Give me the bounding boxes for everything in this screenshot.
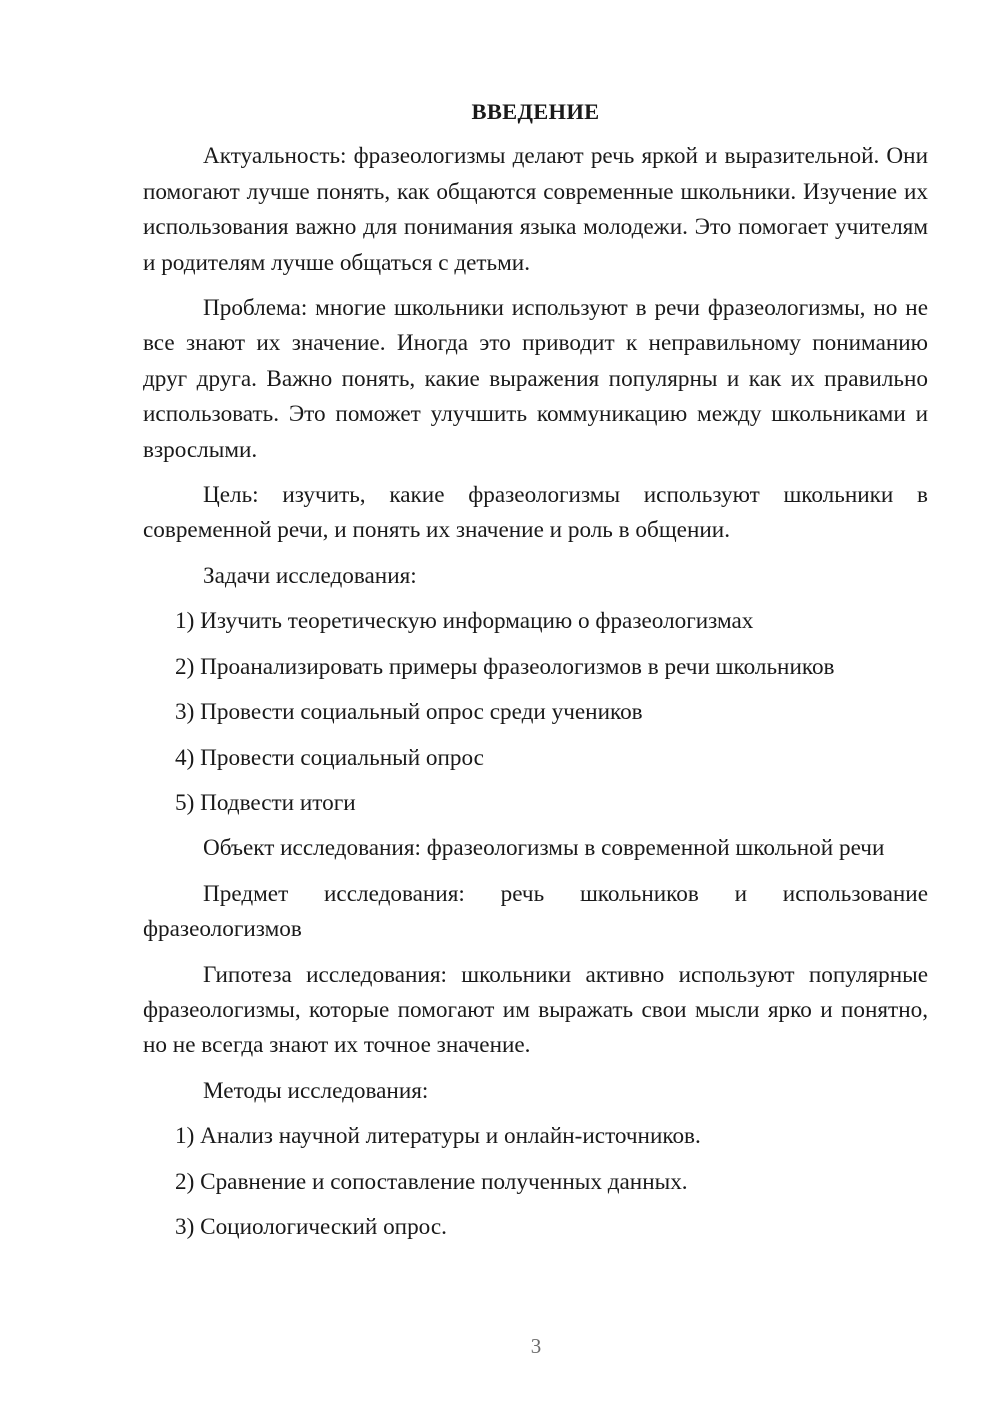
task-item: 1) Изучить теоретическую информацию о фразеологизмах <box>175 608 754 635</box>
methods-heading: Методы исследования: <box>203 1077 429 1104</box>
tasks-heading: Задачи исследования: <box>203 562 417 589</box>
page-number: 3 <box>530 1334 542 1358</box>
goal-paragraph: Цель: изучить, какие фразеологизмы используют школьники в современной речи, и понять их значение и роль в общении. <box>143 482 928 544</box>
subject-paragraph: Предмет исследования: речь школьников и использование фразеологизмов <box>143 880 928 943</box>
object-paragraph: Объект исследования: фразеологизмы в современной школьной речи <box>203 835 885 862</box>
section-title: ВВЕДЕНИЕ <box>471 99 600 124</box>
task-item: 4) Провести социальный опрос <box>175 744 484 771</box>
task-item: 3) Провести социальный опрос среди учеников <box>175 699 643 726</box>
task-item: 5) Подвести итоги <box>175 789 356 816</box>
problem-paragraph: Проблема: многие школьники используют в речи фразеологизмы, но не все знают их значение. Иногда это приводит к неправильному пониманию друг друга. Важно понять, какие выражения популярны и как их правильно использовать. Это поможет улучшить коммуникацию между школьниками и взрослыми. <box>143 295 928 463</box>
relevance-paragraph: Актуальность: фразеологизмы делают речь яркой и выразительной. Они помогают лучше понять, как общаются современные школьники. Изучение их использования важно для понимания языка молодежи. Это помогает учителям и родителям лучше общаться с детьми. <box>143 143 928 276</box>
task-item: 2) Проанализировать примеры фразеологизмов в речи школьников <box>175 653 835 680</box>
method-item: 2) Сравнение и сопоставление полученных данных. <box>175 1168 688 1195</box>
document-page <box>143 94 928 1255</box>
method-item: 3) Социологический опрос. <box>175 1213 447 1240</box>
method-item: 1) Анализ научной литературы и онлайн-источников. <box>175 1123 701 1150</box>
hypothesis-paragraph: Гипотеза исследования: школьники активно используют популярные фразеологизмы, которые помогают им выражать свои мысли ярко и понятно, но не всегда знают их точное значение. <box>143 961 928 1059</box>
